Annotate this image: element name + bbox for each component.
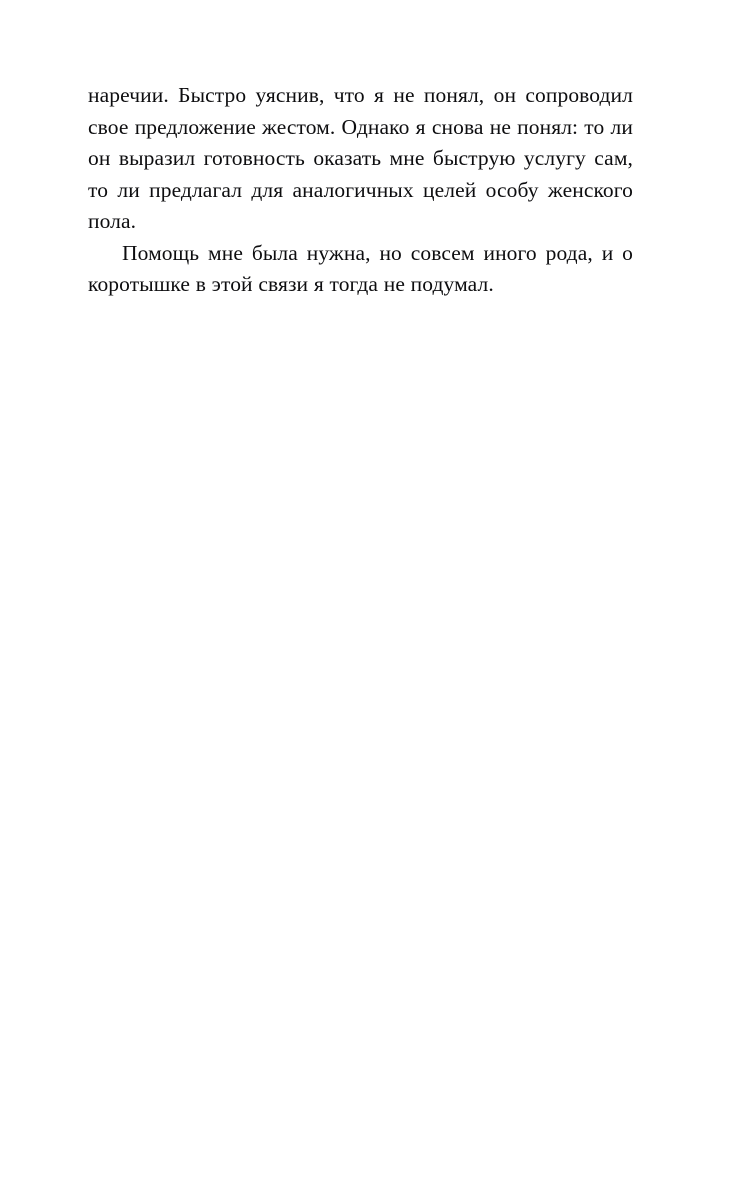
paragraph-continuation: наречии. Быстро уяснив, что я не понял, он сопроводил свое предложение жестом. Однако я снова не понял: то ли он выразил готовность оказать мне быструю услугу сам, то ли предлагал для аналогичных целей особу женского пола. — [88, 83, 633, 233]
page-text-block — [88, 80, 633, 301]
paragraph: Помощь мне была нужна, но совсем иного рода, и о коротышке в этой связи я тогда не подумал. — [88, 240, 633, 296]
